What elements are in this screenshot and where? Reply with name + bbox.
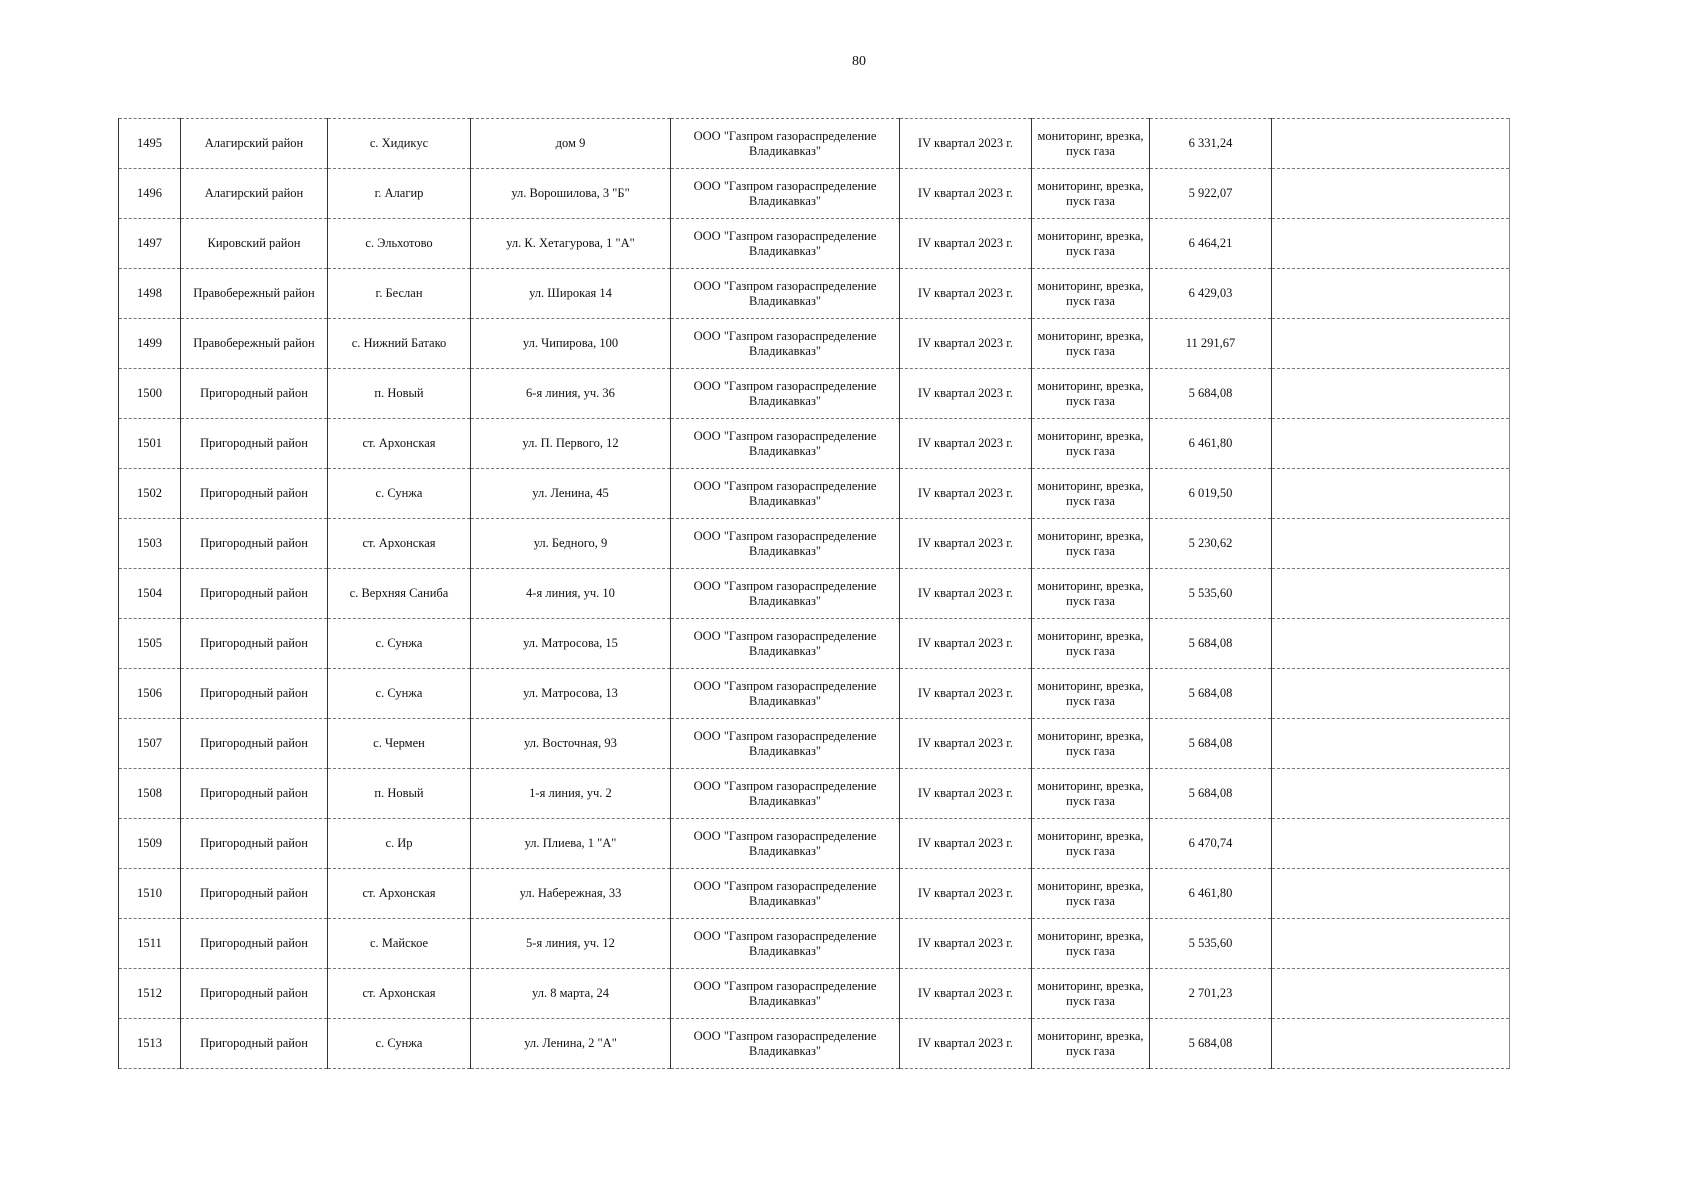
organization-cell: ООО "Газпром газораспределение Владикавказ" — [671, 969, 900, 1019]
table-row — [119, 219, 1510, 269]
district-cell: Кировский район — [181, 219, 328, 269]
row-number: 1495 — [119, 119, 181, 169]
empty-cell — [1272, 719, 1510, 769]
work-type-cell: мониторинг, врезка, пуск газа — [1032, 969, 1150, 1019]
address-cell: ул. Ворошилова, 3 "Б" — [471, 169, 671, 219]
settlement-cell: ст. Архонская — [328, 419, 471, 469]
settlement-cell: г. Алагир — [328, 169, 471, 219]
empty-cell — [1272, 219, 1510, 269]
district-cell: Правобережный район — [181, 319, 328, 369]
organization-cell: ООО "Газпром газораспределение Владикавказ" — [671, 569, 900, 619]
work-type-cell: мониторинг, врезка, пуск газа — [1032, 569, 1150, 619]
district-cell: Пригородный район — [181, 719, 328, 769]
table-row — [119, 669, 1510, 719]
district-cell: Пригородный район — [181, 869, 328, 919]
period-cell: IV квартал 2023 г. — [900, 1019, 1032, 1069]
table-row — [119, 969, 1510, 1019]
cost-cell: 2 701,23 — [1150, 969, 1272, 1019]
empty-cell — [1272, 169, 1510, 219]
table-row — [119, 719, 1510, 769]
work-type-cell: мониторинг, врезка, пуск газа — [1032, 819, 1150, 869]
work-type-cell: мониторинг, врезка, пуск газа — [1032, 1019, 1150, 1069]
settlement-cell: п. Новый — [328, 369, 471, 419]
empty-cell — [1272, 869, 1510, 919]
row-number: 1501 — [119, 419, 181, 469]
row-number: 1513 — [119, 1019, 181, 1069]
table-row — [119, 619, 1510, 669]
district-cell: Пригородный район — [181, 969, 328, 1019]
row-number: 1509 — [119, 819, 181, 869]
organization-cell: ООО "Газпром газораспределение Владикавказ" — [671, 769, 900, 819]
period-cell: IV квартал 2023 г. — [900, 669, 1032, 719]
cost-cell: 6 019,50 — [1150, 469, 1272, 519]
district-cell: Пригородный район — [181, 919, 328, 969]
work-type-cell: мониторинг, врезка, пуск газа — [1032, 269, 1150, 319]
period-cell: IV квартал 2023 г. — [900, 269, 1032, 319]
table-row — [119, 269, 1510, 319]
empty-cell — [1272, 119, 1510, 169]
organization-cell: ООО "Газпром газораспределение Владикавказ" — [671, 519, 900, 569]
cost-cell: 5 922,07 — [1150, 169, 1272, 219]
cost-cell: 5 684,08 — [1150, 1019, 1272, 1069]
row-number: 1497 — [119, 219, 181, 269]
empty-cell — [1272, 969, 1510, 1019]
settlement-cell: с. Нижний Батако — [328, 319, 471, 369]
row-number: 1498 — [119, 269, 181, 319]
cost-cell: 5 684,08 — [1150, 769, 1272, 819]
district-cell: Пригородный район — [181, 1019, 328, 1069]
organization-cell: ООО "Газпром газораспределение Владикавказ" — [671, 919, 900, 969]
period-cell: IV квартал 2023 г. — [900, 469, 1032, 519]
cost-cell: 5 684,08 — [1150, 369, 1272, 419]
row-number: 1504 — [119, 569, 181, 619]
cost-cell: 6 429,03 — [1150, 269, 1272, 319]
work-type-cell: мониторинг, врезка, пуск газа — [1032, 169, 1150, 219]
organization-cell: ООО "Газпром газораспределение Владикавказ" — [671, 469, 900, 519]
organization-cell: ООО "Газпром газораспределение Владикавказ" — [671, 719, 900, 769]
district-cell: Алагирский район — [181, 169, 328, 219]
cost-cell: 6 331,24 — [1150, 119, 1272, 169]
empty-cell — [1272, 569, 1510, 619]
district-cell: Пригородный район — [181, 519, 328, 569]
cost-cell: 11 291,67 — [1150, 319, 1272, 369]
period-cell: IV квартал 2023 г. — [900, 619, 1032, 669]
work-type-cell: мониторинг, врезка, пуск газа — [1032, 469, 1150, 519]
work-type-cell: мониторинг, врезка, пуск газа — [1032, 719, 1150, 769]
cost-cell: 5 684,08 — [1150, 669, 1272, 719]
period-cell: IV квартал 2023 г. — [900, 369, 1032, 419]
settlement-cell: с. Майское — [328, 919, 471, 969]
work-type-cell: мониторинг, врезка, пуск газа — [1032, 769, 1150, 819]
work-type-cell: мониторинг, врезка, пуск газа — [1032, 119, 1150, 169]
address-cell: ул. Матросова, 13 — [471, 669, 671, 719]
settlement-cell: с. Эльхотово — [328, 219, 471, 269]
settlement-cell: ст. Архонская — [328, 969, 471, 1019]
settlement-cell: г. Беслан — [328, 269, 471, 319]
empty-cell — [1272, 369, 1510, 419]
address-cell: 4-я линия, уч. 10 — [471, 569, 671, 619]
cost-cell: 5 684,08 — [1150, 619, 1272, 669]
table-row — [119, 919, 1510, 969]
organization-cell: ООО "Газпром газораспределение Владикавказ" — [671, 619, 900, 669]
district-cell: Пригородный район — [181, 819, 328, 869]
address-cell: ул. Набережная, 33 — [471, 869, 671, 919]
district-cell: Правобережный район — [181, 269, 328, 319]
period-cell: IV квартал 2023 г. — [900, 119, 1032, 169]
organization-cell: ООО "Газпром газораспределение Владикавказ" — [671, 819, 900, 869]
table-row — [119, 419, 1510, 469]
table-row — [119, 869, 1510, 919]
address-cell: ул. Ленина, 2 "А" — [471, 1019, 671, 1069]
organization-cell: ООО "Газпром газораспределение Владикавказ" — [671, 169, 900, 219]
row-number: 1506 — [119, 669, 181, 719]
period-cell: IV квартал 2023 г. — [900, 719, 1032, 769]
empty-cell — [1272, 519, 1510, 569]
table-row — [119, 319, 1510, 369]
district-cell: Пригородный район — [181, 469, 328, 519]
district-cell: Пригородный район — [181, 619, 328, 669]
district-cell: Пригородный район — [181, 369, 328, 419]
address-cell: 6-я линия, уч. 36 — [471, 369, 671, 419]
organization-cell: ООО "Газпром газораспределение Владикавказ" — [671, 869, 900, 919]
work-type-cell: мониторинг, врезка, пуск газа — [1032, 319, 1150, 369]
table-row — [119, 1019, 1510, 1069]
settlement-cell: п. Новый — [328, 769, 471, 819]
row-number: 1496 — [119, 169, 181, 219]
period-cell: IV квартал 2023 г. — [900, 319, 1032, 369]
district-cell: Пригородный район — [181, 569, 328, 619]
row-number: 1508 — [119, 769, 181, 819]
row-number: 1500 — [119, 369, 181, 419]
period-cell: IV квартал 2023 г. — [900, 869, 1032, 919]
organization-cell: ООО "Газпром газораспределение Владикавказ" — [671, 269, 900, 319]
settlement-cell: с. Хидикус — [328, 119, 471, 169]
address-cell: ул. Чипирова, 100 — [471, 319, 671, 369]
row-number: 1512 — [119, 969, 181, 1019]
empty-cell — [1272, 319, 1510, 369]
address-cell: ул. Плиева, 1 "А" — [471, 819, 671, 869]
empty-cell — [1272, 619, 1510, 669]
district-cell: Пригородный район — [181, 769, 328, 819]
cost-cell: 6 461,80 — [1150, 869, 1272, 919]
row-number: 1510 — [119, 869, 181, 919]
settlement-cell: с. Сунжа — [328, 669, 471, 719]
settlement-cell: с. Сунжа — [328, 619, 471, 669]
organization-cell: ООО "Газпром газораспределение Владикавказ" — [671, 219, 900, 269]
organization-cell: ООО "Газпром газораспределение Владикавказ" — [671, 419, 900, 469]
empty-cell — [1272, 669, 1510, 719]
table-body — [119, 119, 1510, 1069]
work-type-cell: мониторинг, врезка, пуск газа — [1032, 669, 1150, 719]
empty-cell — [1272, 269, 1510, 319]
settlement-cell: с. Ир — [328, 819, 471, 869]
address-cell: ул. Матросова, 15 — [471, 619, 671, 669]
period-cell: IV квартал 2023 г. — [900, 819, 1032, 869]
address-cell: ул. П. Первого, 12 — [471, 419, 671, 469]
work-type-cell: мониторинг, врезка, пуск газа — [1032, 419, 1150, 469]
period-cell: IV квартал 2023 г. — [900, 969, 1032, 1019]
empty-cell — [1272, 769, 1510, 819]
cost-cell: 5 230,62 — [1150, 519, 1272, 569]
table-row — [119, 369, 1510, 419]
organization-cell: ООО "Газпром газораспределение Владикавказ" — [671, 669, 900, 719]
row-number: 1503 — [119, 519, 181, 569]
page-number: 80 — [852, 54, 866, 69]
organization-cell: ООО "Газпром газораспределение Владикавказ" — [671, 1019, 900, 1069]
work-type-cell: мониторинг, врезка, пуск газа — [1032, 919, 1150, 969]
organization-cell: ООО "Газпром газораспределение Владикавказ" — [671, 369, 900, 419]
district-cell: Алагирский район — [181, 119, 328, 169]
address-cell: ул. К. Хетагурова, 1 "А" — [471, 219, 671, 269]
work-type-cell: мониторинг, врезка, пуск газа — [1032, 869, 1150, 919]
period-cell: IV квартал 2023 г. — [900, 919, 1032, 969]
district-cell: Пригородный район — [181, 669, 328, 719]
period-cell: IV квартал 2023 г. — [900, 419, 1032, 469]
work-type-cell: мониторинг, врезка, пуск газа — [1032, 219, 1150, 269]
settlement-cell: с. Сунжа — [328, 469, 471, 519]
empty-cell — [1272, 469, 1510, 519]
cost-cell: 5 535,60 — [1150, 919, 1272, 969]
table-row — [119, 469, 1510, 519]
period-cell: IV квартал 2023 г. — [900, 519, 1032, 569]
period-cell: IV квартал 2023 г. — [900, 569, 1032, 619]
empty-cell — [1272, 419, 1510, 469]
cost-cell: 5 684,08 — [1150, 719, 1272, 769]
row-number: 1505 — [119, 619, 181, 669]
work-type-cell: мониторинг, врезка, пуск газа — [1032, 369, 1150, 419]
address-cell: 5-я линия, уч. 12 — [471, 919, 671, 969]
address-cell: ул. Широкая 14 — [471, 269, 671, 319]
period-cell: IV квартал 2023 г. — [900, 219, 1032, 269]
settlement-cell: с. Чермен — [328, 719, 471, 769]
cost-cell: 5 535,60 — [1150, 569, 1272, 619]
period-cell: IV квартал 2023 г. — [900, 169, 1032, 219]
work-type-cell: мониторинг, врезка, пуск газа — [1032, 619, 1150, 669]
table-row — [119, 519, 1510, 569]
cost-cell: 6 470,74 — [1150, 819, 1272, 869]
cost-cell: 6 464,21 — [1150, 219, 1272, 269]
settlement-cell: ст. Архонская — [328, 869, 471, 919]
table-row — [119, 769, 1510, 819]
table-row — [119, 569, 1510, 619]
row-number: 1507 — [119, 719, 181, 769]
address-cell: 1-я линия, уч. 2 — [471, 769, 671, 819]
organization-cell: ООО "Газпром газораспределение Владикавказ" — [671, 319, 900, 369]
table-row — [119, 119, 1510, 169]
district-cell: Пригородный район — [181, 419, 328, 469]
empty-cell — [1272, 819, 1510, 869]
row-number: 1502 — [119, 469, 181, 519]
cost-cell: 6 461,80 — [1150, 419, 1272, 469]
address-cell: дом 9 — [471, 119, 671, 169]
row-number: 1499 — [119, 319, 181, 369]
address-cell: ул. Бедного, 9 — [471, 519, 671, 569]
address-cell: ул. Ленина, 45 — [471, 469, 671, 519]
table-row — [119, 169, 1510, 219]
registry-table — [118, 118, 1510, 1069]
empty-cell — [1272, 1019, 1510, 1069]
address-cell: ул. 8 марта, 24 — [471, 969, 671, 1019]
settlement-cell: ст. Архонская — [328, 519, 471, 569]
table-row — [119, 819, 1510, 869]
settlement-cell: с. Сунжа — [328, 1019, 471, 1069]
organization-cell: ООО "Газпром газораспределение Владикавказ" — [671, 119, 900, 169]
empty-cell — [1272, 919, 1510, 969]
work-type-cell: мониторинг, врезка, пуск газа — [1032, 519, 1150, 569]
address-cell: ул. Восточная, 93 — [471, 719, 671, 769]
settlement-cell: с. Верхняя Саниба — [328, 569, 471, 619]
period-cell: IV квартал 2023 г. — [900, 769, 1032, 819]
row-number: 1511 — [119, 919, 181, 969]
